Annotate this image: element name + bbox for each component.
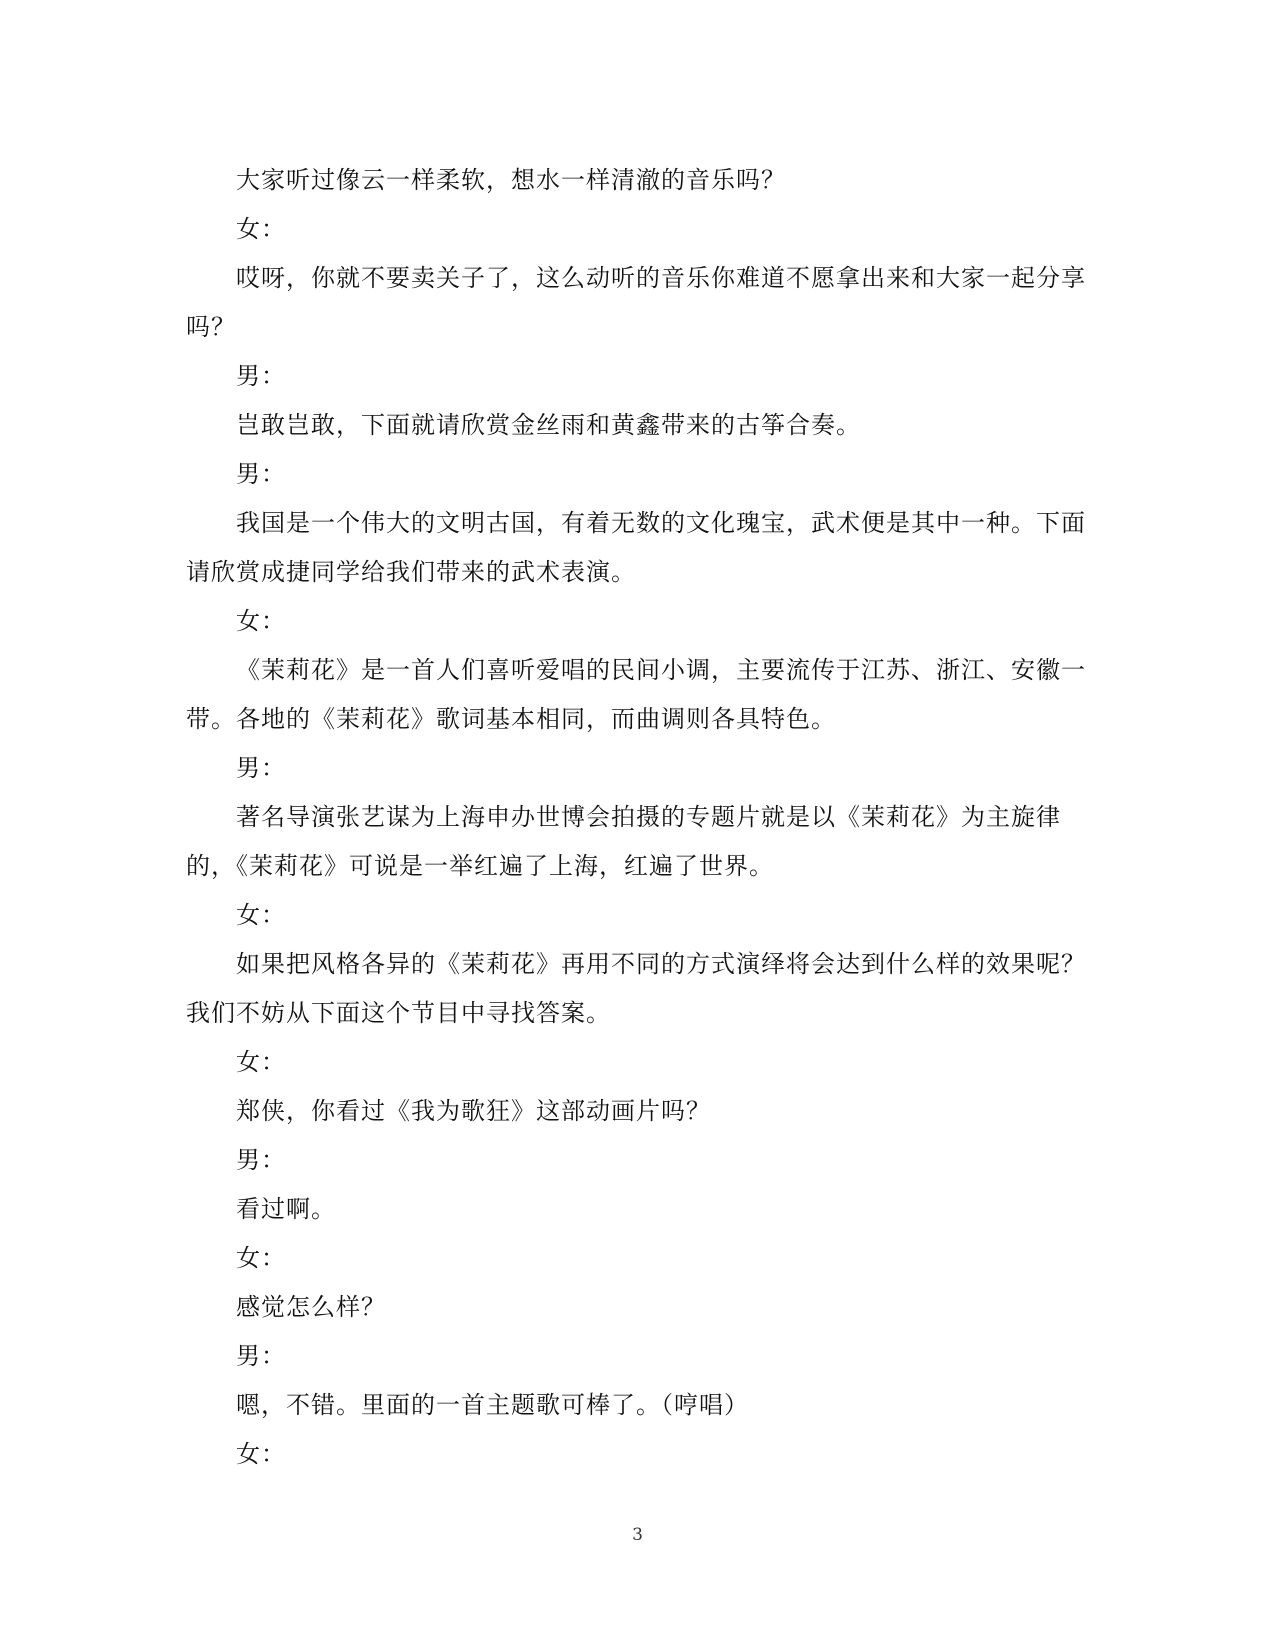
speaker-label: 女： [236, 1048, 286, 1076]
speaker-label: 女： [236, 607, 286, 635]
paragraph: 大家听过像云一样柔软，想水一样清澈的音乐吗？ [236, 166, 786, 194]
speaker-label: 男： [236, 1342, 286, 1370]
paragraph: 嗯，不错。里面的一首主题歌可棒了。（哼唱） [236, 1391, 749, 1419]
speaker-label: 女： [236, 215, 286, 243]
paragraph: 著名导演张艺谋为上海申办世博会拍摄的专题片就是以《茉莉花》为主旋律的，《茉莉花》可说是一举红遍了上海，红遍了世界。 [186, 803, 1061, 880]
paragraph: 岂敢岂敢，下面就请欣赏金丝雨和黄鑫带来的古筝合奏。 [236, 411, 861, 439]
speaker-label: 女： [236, 901, 286, 929]
paragraph: 看过啊。 [236, 1195, 336, 1223]
speaker-label: 男： [236, 460, 286, 488]
speaker-label: 女： [236, 1244, 286, 1272]
document-body [186, 156, 1091, 1479]
paragraph: 《茉莉花》是一首人们喜听爱唱的民间小调，主要流传于江苏、浙江、安徽一带。各地的《茉莉花》歌词基本相同，而曲调则各具特色。 [186, 656, 1086, 733]
speaker-label: 男： [236, 754, 286, 782]
page-number: 3 [632, 1525, 643, 1545]
paragraph: 郑侠，你看过《我为歌狂》这部动画片吗？ [236, 1097, 711, 1125]
paragraph: 哎呀，你就不要卖关子了，这么动听的音乐你难道不愿拿出来和大家一起分享吗？ [186, 264, 1086, 341]
speaker-label: 女： [236, 1440, 286, 1468]
paragraph: 如果把风格各异的《茉莉花》再用不同的方式演绎将会达到什么样的效果呢？我们不妨从下面这个节目中寻找答案。 [186, 950, 1086, 1027]
paragraph: 我国是一个伟大的文明古国，有着无数的文化瑰宝，武术便是其中一种。下面请欣赏成捷同学给我们带来的武术表演。 [186, 509, 1086, 586]
speaker-label: 男： [236, 362, 286, 390]
paragraph: 感觉怎么样？ [236, 1293, 386, 1321]
speaker-label: 男： [236, 1146, 286, 1174]
